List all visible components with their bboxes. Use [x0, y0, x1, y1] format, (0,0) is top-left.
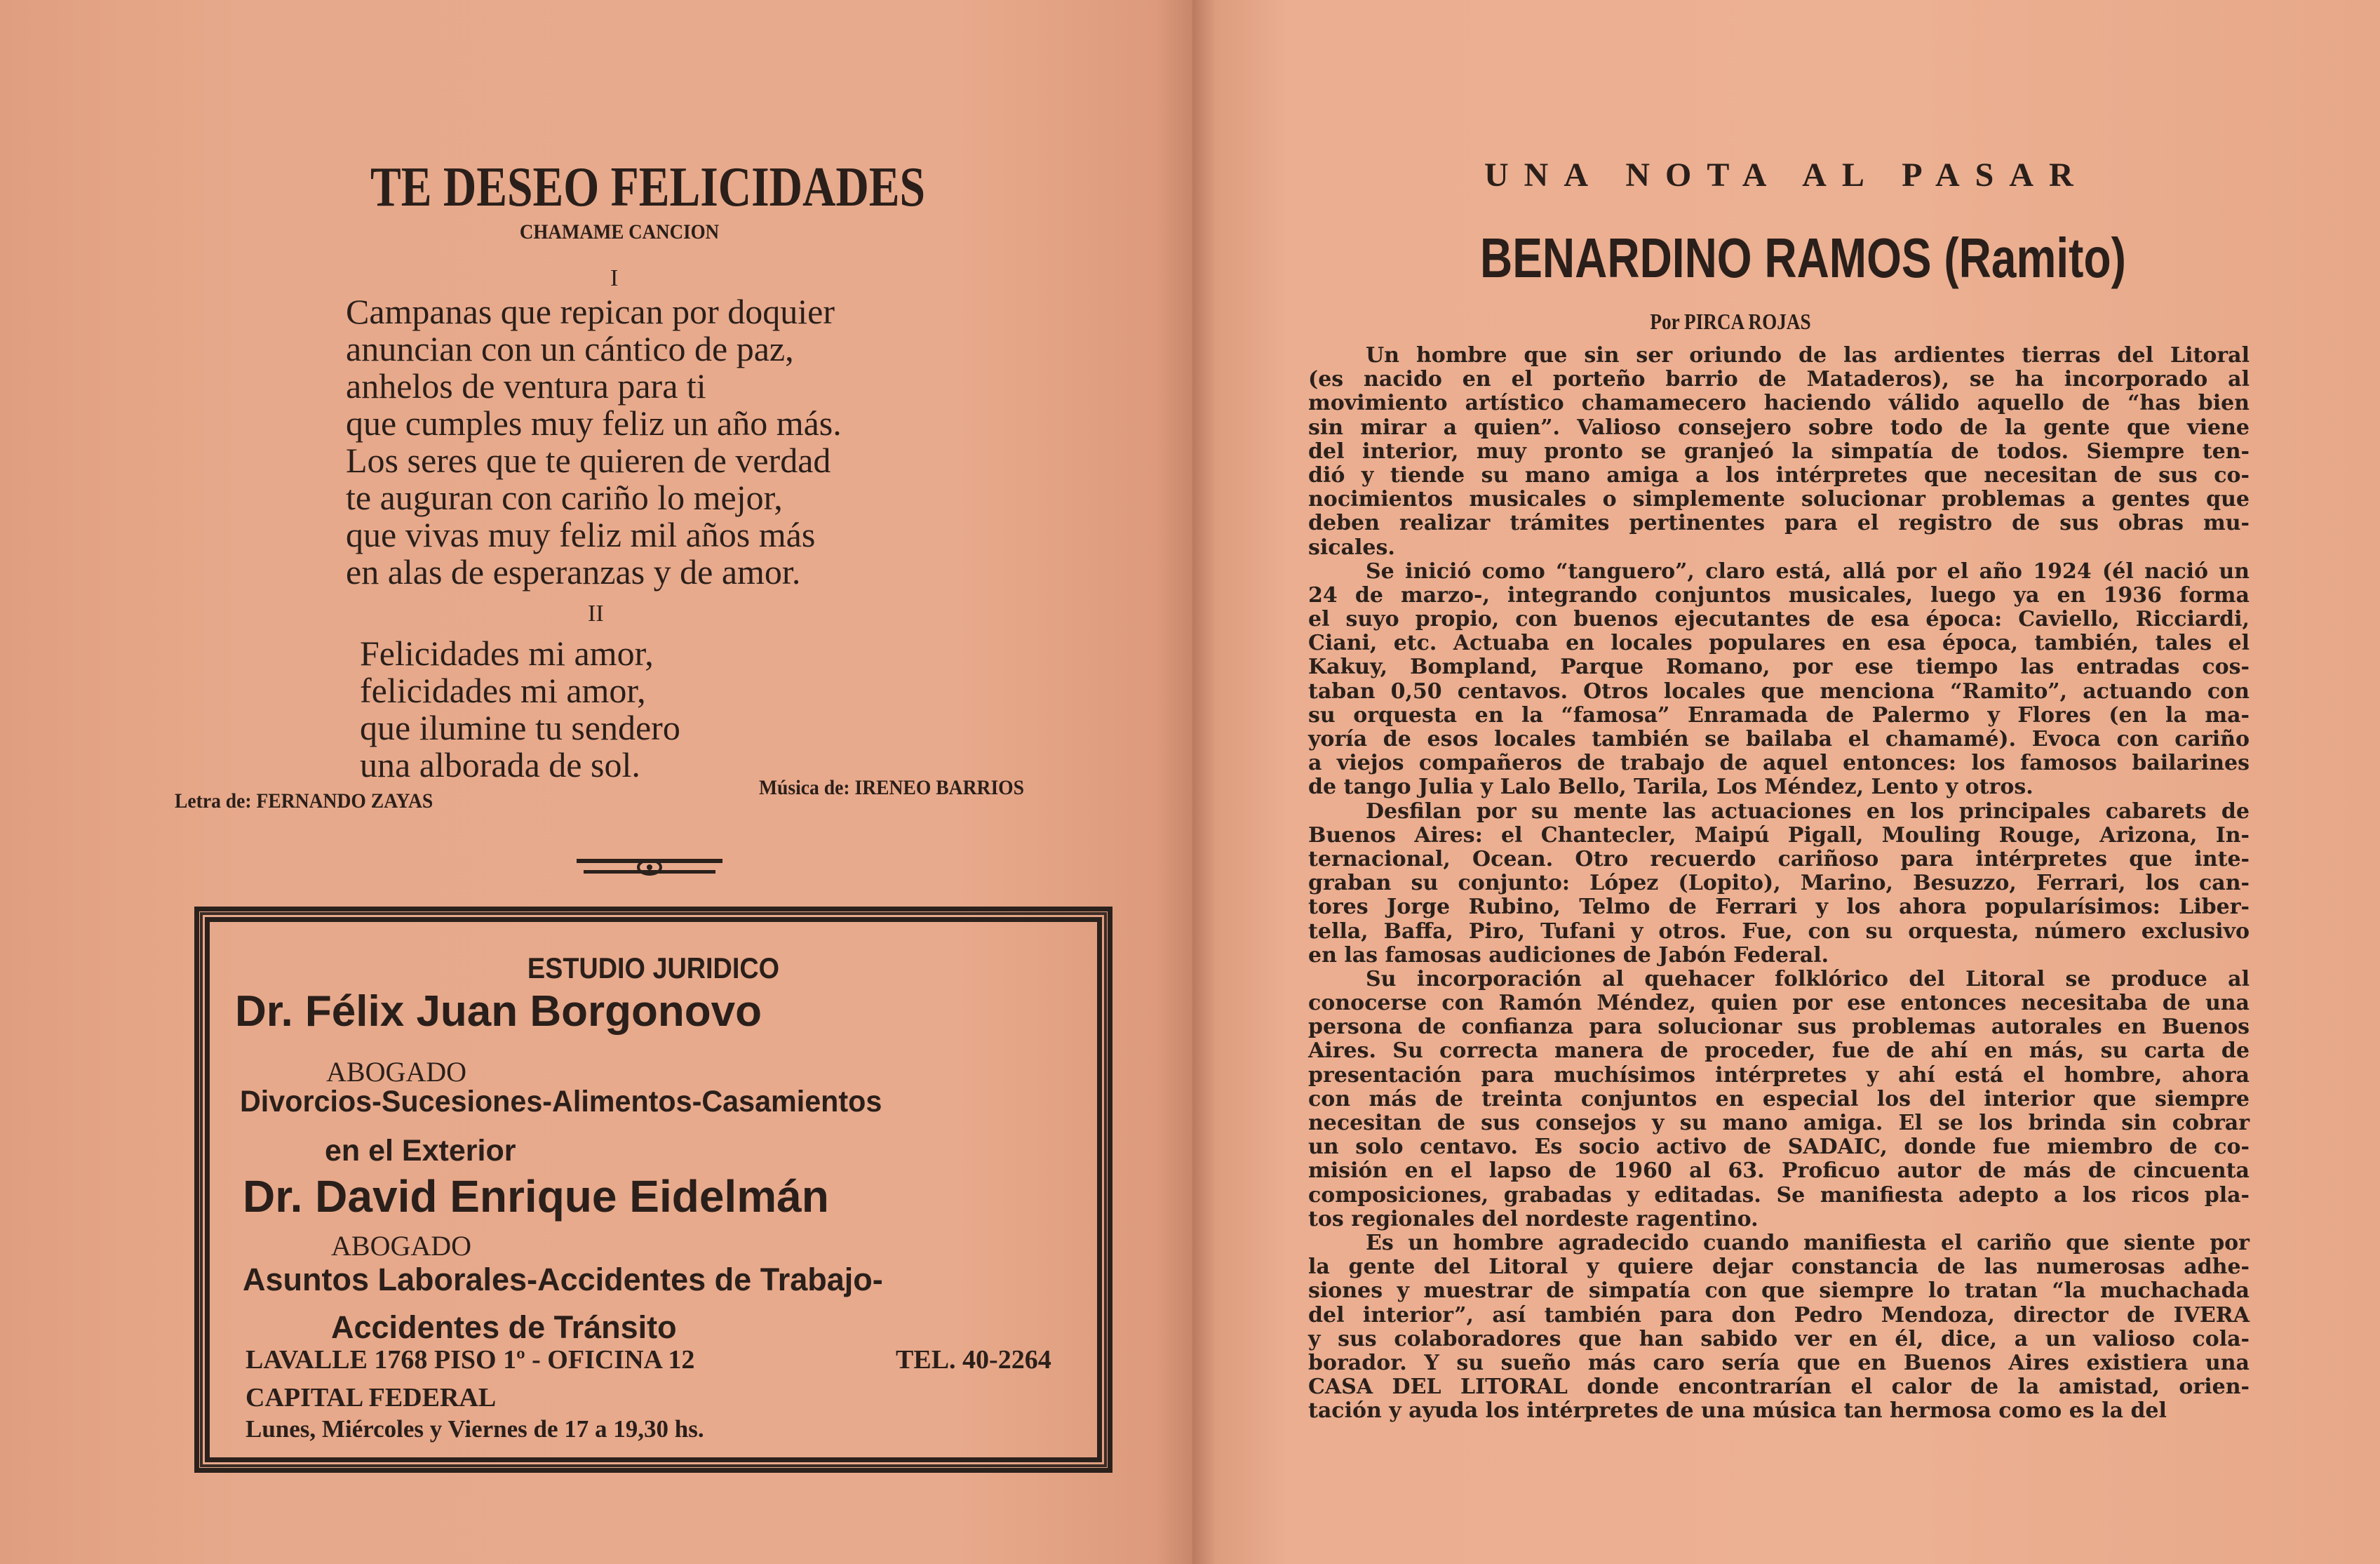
- article-line: Aires. Su correcta manera de proceder, fue de ahí en más, su carta de: [1308, 1038, 2250, 1064]
- lawyer-1-name: Dr. Félix Juan Borgonovo: [235, 987, 762, 1036]
- article-line: Se inició como “tanguero”, claro está, allá por el año 1924 (él nació un: [1366, 559, 2250, 584]
- law-office-ad: [194, 907, 1112, 1473]
- article-line: nocimientos musicales o simplemente solucionar problemas a gentes que: [1308, 487, 2250, 512]
- article-line: siones y muestrar de simpatía con que siempre lo tratan “la muchachada: [1308, 1278, 2250, 1304]
- article-line: misión en el lapso de 1960 al 63. Proficuo autor de más de cincuenta: [1308, 1158, 2250, 1184]
- article-line: conocerse con Ramón Méndez, quien por ese entonces necesitaba de una: [1308, 991, 2250, 1016]
- ad-city: CAPITAL FEDERAL: [246, 1383, 497, 1412]
- song-subtitle: CHAMAME CANCION: [519, 220, 720, 243]
- stanza-1: [346, 293, 842, 591]
- lyrics-credit: Letra de: FERNANDO ZAYAS: [175, 789, 433, 813]
- article-line: Buenos Aires: el Chantecler, Maipú Pigall, Mouling Rouge, Arizona, In-: [1308, 822, 2250, 848]
- article-line: ternacional, Ocean. Otro recuerdo cariñoso para intérpretes que inte-: [1308, 846, 2250, 871]
- lawyer-2-specialties-2: Accidentes de Tránsito: [331, 1309, 677, 1345]
- article-line: Es un hombre agradecido cuando manifiesta el cariño que siente por: [1366, 1230, 2250, 1255]
- article-line: tación y ayuda los intérpretes de una música tan hermosa como es la del: [1308, 1398, 2167, 1424]
- verse-line: anuncian con un cántico de paz,: [346, 329, 794, 368]
- article-line: Un hombre que sin ser oriundo de las ardientes tierras del Litoral: [1366, 343, 2250, 368]
- verse-line: Felicidades mi amor,: [360, 634, 654, 673]
- ad-phone: TEL. 40-2264: [896, 1345, 1051, 1375]
- article-line: (es nacido en el porteño barrio de Mataderos), se ha incorporado al: [1308, 367, 2250, 392]
- article-line: presentación para muchísimos intérpretes y ahí está el hombre, ahora: [1308, 1062, 2250, 1088]
- article-line: sin mirar a quien”. Valioso consejero sobre todo de la gente que viene: [1308, 415, 2250, 440]
- article-line: del interior, muy pronto se granjeó la simpatía de todos. Siempre ten-: [1308, 439, 2250, 464]
- article-line: en las famosas audiciones de Jabón Federal.: [1308, 942, 1829, 968]
- article-line: persona de confianza para solucionar sus problemas autorales en Buenos: [1308, 1015, 2250, 1040]
- article-line: movimiento artístico chamamecero haciendo válido aquello de “has bien: [1308, 391, 2250, 416]
- article-line: CASA DEL LITORAL donde encontrarían el calor de la amistad, orien-: [1308, 1375, 2250, 1400]
- article-line: y sus colaboradores que han sabido ver en él, dice, a un valioso cola-: [1308, 1326, 2250, 1351]
- article-byline: Por PIRCA ROJAS: [1650, 309, 1811, 334]
- stanza-2: [360, 635, 680, 784]
- lawyer-1-specialties-2: en el Exterior: [325, 1134, 516, 1168]
- article-line: la gente del Litoral y quiere dejar constancia de las numerosas adhe-: [1308, 1255, 2250, 1280]
- section-kicker: UNA NOTA AL PASAR: [1484, 156, 2089, 194]
- stanza-numeral-1: I: [610, 265, 619, 291]
- song-title: TE DESEO FELICIDADES: [370, 156, 926, 218]
- lawyer-2-role: ABOGADO: [331, 1230, 471, 1262]
- article-line: un solo centavo. Es socio activo de SADAIC, donde fue miembro de co-: [1308, 1135, 2250, 1160]
- article-line: Kakuy, Bompland, Parque Romano, por ese tiempo las entradas cos-: [1308, 655, 2250, 680]
- article-line: Su incorporación al quehacer folklórico del Litoral se produce al: [1366, 966, 2250, 991]
- article-line: graban su conjunto: López (Lopito), Marino, Besuzzo, Ferrari, los can-: [1308, 871, 2250, 896]
- verse-line: Campanas que repican por doquier: [346, 292, 835, 331]
- article-line: necesitan de sus consejos y su mano amiga. El se los brinda sin cobrar: [1308, 1111, 2250, 1135]
- article-line: tores Jorge Rubino, Telmo de Ferrari y los ahora popularísimos: Liber-: [1308, 895, 2250, 920]
- article-body: [1308, 344, 2250, 1423]
- article-title: BENARDINO RAMOS (Ramito): [1480, 227, 2126, 289]
- article-paragraph: [1308, 968, 2250, 1231]
- verse-line: Los seres que te quieren de verdad: [346, 441, 831, 480]
- lawyer-2-specialties: Asuntos Laborales-Accidentes de Trabajo-: [243, 1262, 883, 1297]
- verse-line: anhelos de ventura para ti: [346, 366, 706, 406]
- article-line: deben realizar trámites pertinentes para el registro de sus obras mu-: [1308, 511, 2250, 536]
- verse-line: felicidades mi amor,: [360, 671, 646, 710]
- verse-line: en alas de esperanzas y de amor.: [346, 552, 801, 591]
- article-line: composiciones, grabadas y editadas. Se manifiesta adepto a los ricos pla-: [1308, 1182, 2250, 1208]
- article-line: tos regionales del nordeste ragentino.: [1308, 1206, 1759, 1231]
- article-line: del interior”, así también para don Pedro Mendoza, director de IVERA: [1308, 1302, 2250, 1328]
- article-line: Ciani, etc. Actuaba en locales populares en esa época, también, tales el: [1308, 631, 2250, 656]
- lawyer-1-specialties: Divorcios-Sucesiones-Alimentos-Casamientos: [240, 1085, 882, 1118]
- verse-line: te auguran con cariño lo mejor,: [346, 478, 783, 517]
- article-line: a viejos compañeros de trabajo de aquel entonces: los famosos bailarines: [1308, 751, 2250, 776]
- ad-heading: ESTUDIO JURIDICO: [527, 951, 780, 984]
- article-line: su orquesta en la “famosa” Enramada de Palermo y Flores (en la ma-: [1308, 702, 2250, 728]
- right-page: [1192, 0, 2380, 1564]
- article-line: tella, Baffa, Piro, Tufani y otros. Fue, con su orquesta, número exclusivo: [1308, 918, 2250, 944]
- article-line: sicales.: [1308, 535, 1395, 560]
- ornament-divider: [577, 853, 722, 881]
- verse-line: que vivas muy feliz mil años más: [346, 515, 816, 554]
- stanza-numeral-2: II: [588, 601, 604, 627]
- ad-hours: Lunes, Miércoles y Viernes de 17 a 19,30 hs.: [246, 1415, 704, 1443]
- article-line: de tango Julia y Lalo Bello, Tarila, Los Méndez, Lento y otros.: [1308, 775, 2033, 800]
- article-paragraph: [1308, 800, 2250, 968]
- article-paragraph: [1308, 344, 2250, 560]
- article-line: borador. Y su sueño más caro sería que en Buenos Aires existiera una: [1308, 1350, 2250, 1375]
- article-line: 24 de marzo-, integrando conjuntos musicales, luego ya en 1936 forma: [1308, 582, 2250, 608]
- article-paragraph: [1308, 1231, 2250, 1424]
- verse-line: una alborada de sol.: [360, 745, 640, 784]
- article-line: dió y tiende su mano amiga a los intérpretes que necesitan de sus co-: [1308, 462, 2250, 488]
- article-line: el suyo propio, con buenos ejecutantes de esa época: Caviello, Ricciardi,: [1308, 607, 2250, 632]
- lawyer-1-role: ABOGADO: [326, 1056, 466, 1088]
- article-paragraph: [1308, 560, 2250, 800]
- article-line: yoría de esos locales también se bailaba el chamamé). Evoca con cariño: [1308, 727, 2250, 751]
- verse-line: que ilumine tu sendero: [360, 708, 680, 747]
- music-credit: Música de: IRENEO BARRIOS: [759, 776, 1025, 799]
- article-line: Desfilan por su mente las actuaciones en los principales cabarets de: [1366, 798, 2250, 824]
- lawyer-2-name: Dr. David Enrique Eidelmán: [243, 1171, 829, 1222]
- article-line: con más de treinta conjuntos en especial los del interior que siempre: [1308, 1086, 2250, 1111]
- article-line: taban 0,50 centavos. Otros locales que menciona “Ramito”, actuando con: [1308, 679, 2250, 704]
- ad-address: LAVALLE 1768 PISO 1º - OFICINA 12: [246, 1345, 695, 1375]
- verse-line: que cumples muy feliz un año más.: [346, 403, 842, 443]
